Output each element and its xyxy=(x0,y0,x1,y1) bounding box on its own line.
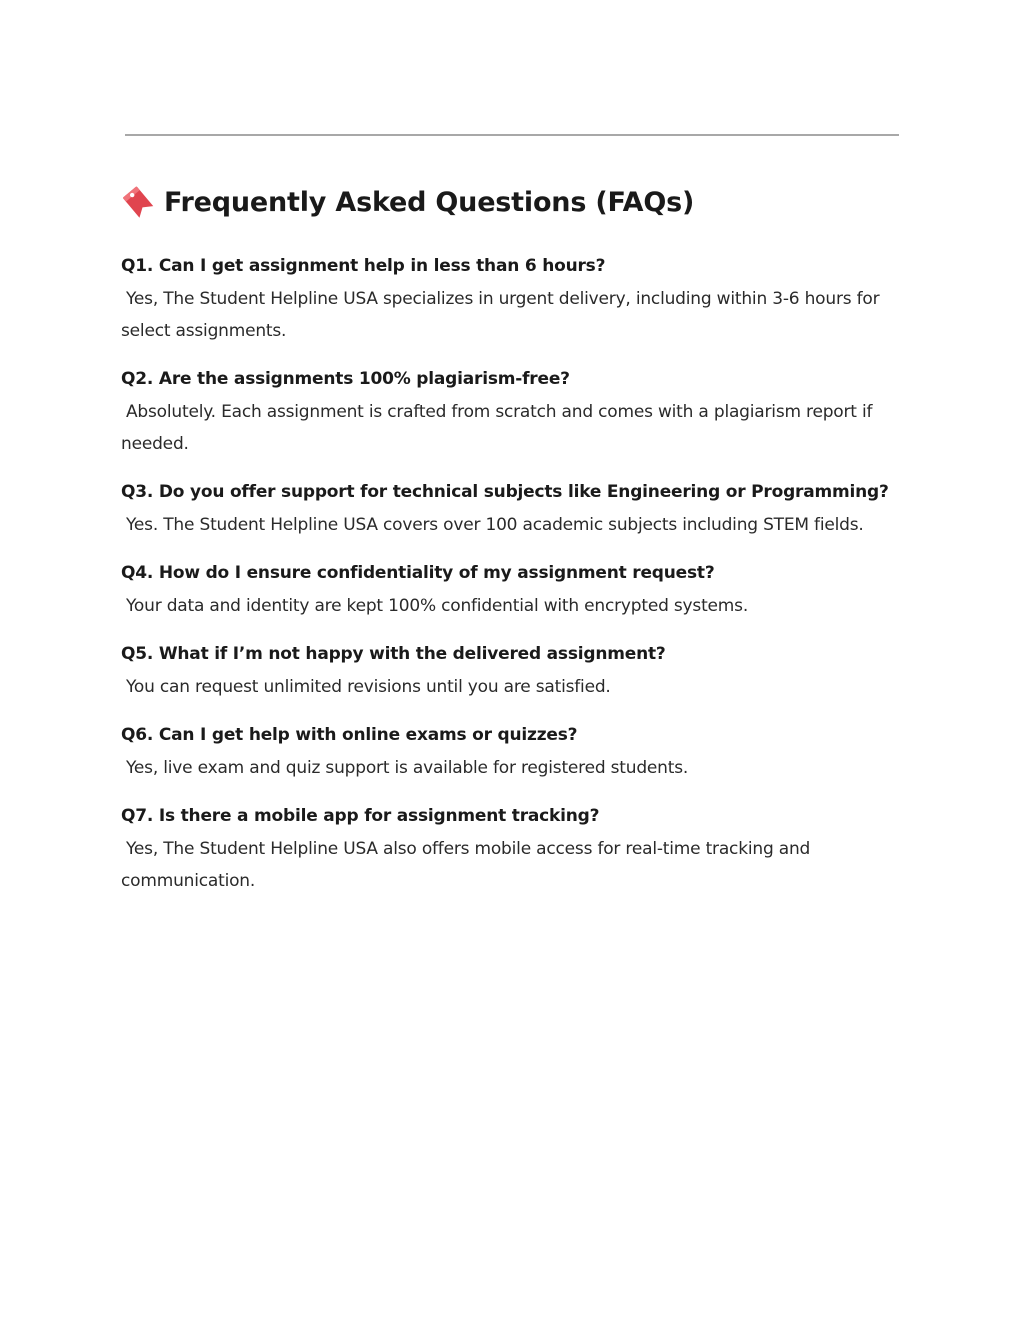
faq-item-7 xyxy=(121,804,901,897)
faq-question: Q4. How do I ensure confidentiality of my assignment request? xyxy=(121,563,715,583)
faq-item-2 xyxy=(121,367,901,460)
page-title: Frequently Asked Questions (FAQs) xyxy=(164,186,695,218)
faq-question: Q7. Is there a mobile app for assignment tracking? xyxy=(121,806,600,826)
faq-item-5 xyxy=(121,642,901,703)
faq-question: Q6. Can I get help with online exams or quizzes? xyxy=(121,725,578,745)
faq-answer: Yes. The Student Helpline USA covers over 100 academic subjects including STEM fields. xyxy=(126,515,864,535)
faq-answer: Yes, live exam and quiz support is available for registered students. xyxy=(126,758,689,778)
faq-item-6 xyxy=(121,723,901,784)
faq-answer: Absolutely. Each assignment is crafted from scratch and comes with a plagiarism report if needed. xyxy=(121,402,873,454)
bookmark-tag-icon xyxy=(121,185,155,219)
faq-item-4 xyxy=(121,561,901,622)
faq-item-3 xyxy=(121,480,901,541)
faq-item-1 xyxy=(121,254,901,347)
faq-question: Q2. Are the assignments 100% plagiarism-free? xyxy=(121,369,570,389)
faq-answer: You can request unlimited revisions until you are satisfied. xyxy=(126,677,611,697)
faq-answer: Your data and identity are kept 100% confidential with encrypted systems. xyxy=(126,596,749,616)
faq-heading xyxy=(121,180,901,224)
section-divider xyxy=(125,134,899,136)
faq-answer: Yes, The Student Helpline USA also offers mobile access for real-time tracking and communication. xyxy=(121,839,811,891)
faq-answer: Yes, The Student Helpline USA specializes in urgent delivery, including within 3-6 hours for select assignments. xyxy=(121,289,880,341)
faq-question: Q1. Can I get assignment help in less than 6 hours? xyxy=(121,256,606,276)
faq-question: Q5. What if I’m not happy with the delivered assignment? xyxy=(121,644,666,664)
faq-list xyxy=(121,254,901,917)
faq-question: Q3. Do you offer support for technical subjects like Engineering or Programming? xyxy=(121,482,889,502)
